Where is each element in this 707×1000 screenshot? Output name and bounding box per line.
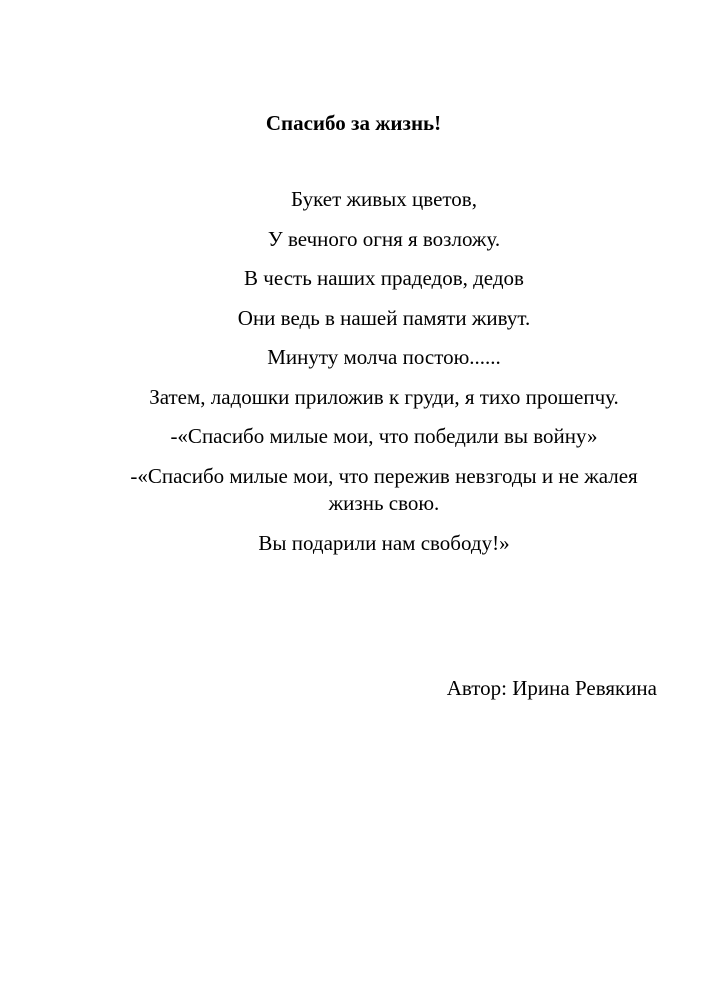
poem-line: Букет живых цветов, bbox=[291, 187, 477, 211]
poem-line: Они ведь в нашей памяти живут. bbox=[237, 305, 531, 330]
poem-title: Спасибо за жизнь! bbox=[265, 111, 442, 135]
poem-line: У вечного огня я возложу. bbox=[267, 226, 501, 251]
poem-line: Вы подарили нам свободу!» bbox=[258, 531, 510, 555]
poem-line: Минуту молча постою...... bbox=[267, 345, 501, 369]
poem-line: Затем, ладошки приложив к груди, я тихо прошепчу. bbox=[149, 384, 619, 409]
poem-line: -«Спасибо милые мои, что пережив невзгоды и не жалея жизнь свою. bbox=[130, 463, 638, 515]
author-signature: Автор: Ирина Ревякина bbox=[446, 676, 657, 700]
poem-line: -«Спасибо милые мои, что победили вы войну» bbox=[170, 424, 598, 448]
poem-line: В честь наших прадедов, дедов bbox=[244, 266, 524, 290]
poem-body bbox=[90, 186, 678, 570]
